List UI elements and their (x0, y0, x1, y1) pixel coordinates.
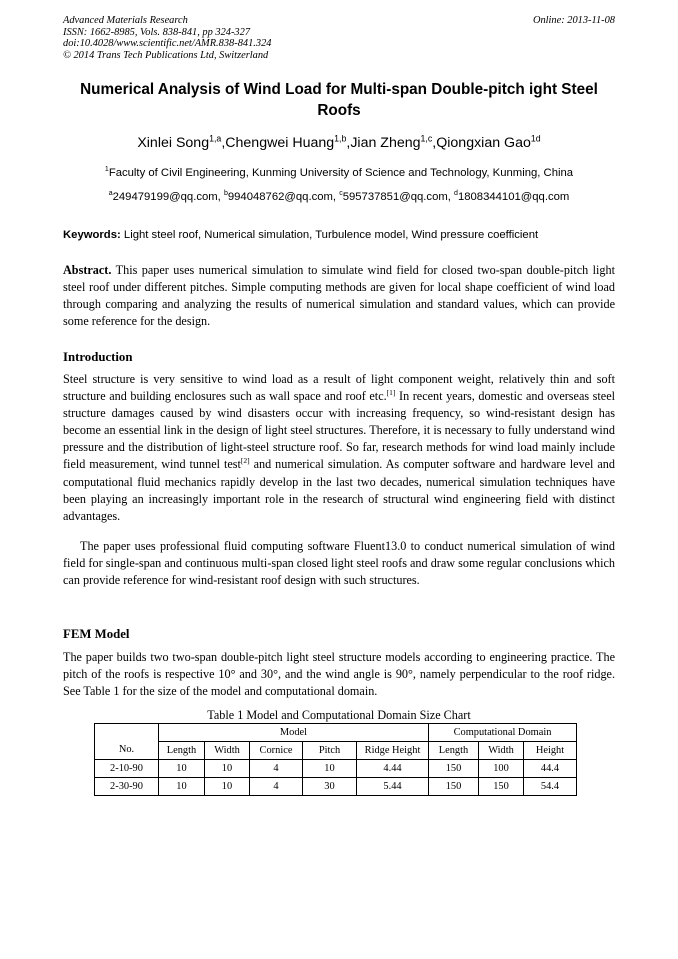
table-row (95, 760, 577, 778)
table-group-header-domain: Computational Domain (429, 724, 577, 742)
table-cell: 150 (479, 778, 524, 796)
author-affil-mark: 1,a (209, 133, 222, 144)
intro-text: In recent years, domestic and overseas steel structure damages caused by wind disasters occur with increasing frequency, so wind-resistant design has become an essential link in the design of light steel structures. Therefore, it is necessary to fully understand wind pressure and the distribution of light-steel structure roof. So far, research methods for wind load mainly include field measurement, wind tunnel test (63, 389, 615, 472)
table-cell: 5.44 (357, 778, 429, 796)
section-heading-introduction: Introduction (63, 350, 133, 364)
table-row (95, 778, 577, 796)
copyright-line: © 2014 Trans Tech Publications Ltd, Switzerland (63, 49, 269, 61)
author-name: Jian Zheng (350, 135, 421, 151)
table-col-header: Width (205, 742, 250, 760)
intro-text: and numerical simulation. As computer software and hardware level and computational fluid mechanics rapidly develop in the last two decades, numerical simulation techniques have been playing an increasingly important role in the research of structural wind engineering field with distinct advantages. (63, 457, 615, 523)
journal-name: Advanced Materials Research (63, 15, 188, 26)
email-address: 595737851@qq.com (342, 191, 448, 203)
email-address: 1808344101@qq.com (457, 191, 570, 203)
table-cell: 4 (250, 760, 303, 778)
table-cell: 4 (250, 778, 303, 796)
abstract-text: This paper uses numerical simulation to simulate wind field for closed two-span double-pitch light steel roof under different pitches. Simple computing methods are given for local shape coefficient of wind load through comparing and analyzing the results of numerical simulation and standard values, which can provide some reference for the design. (63, 263, 616, 329)
author-name: Qiongxian Gao (436, 135, 531, 151)
table-col-header: No. (95, 742, 159, 760)
email-address: 249479199@qq.com (112, 191, 218, 203)
table-cell: 10 (205, 760, 250, 778)
affiliation-mark: 1 (104, 166, 109, 174)
keywords-label: Keywords: (63, 229, 121, 241)
table-col-header: Cornice (250, 742, 303, 760)
table-cell: 4.44 (357, 760, 429, 778)
table-group-header-row (95, 724, 577, 742)
table-col-header: Length (159, 742, 205, 760)
intro-text: Steel structure is very sensitive to wind load as a result of light component weight, relatively thin and soft structure and building enclosures such as wall space and roof etc. (63, 372, 615, 404)
abstract-label: Abstract. (63, 263, 112, 277)
table-cell: 54.4 (524, 778, 577, 796)
author-name: Chengwei Huang (225, 135, 335, 151)
citation-ref: [1] (386, 388, 396, 398)
table-cell: 10 (159, 760, 205, 778)
table-cell: 150 (429, 760, 479, 778)
email-list: $^a$249479199@qq.com, $^b$994048762@qq.com, $^c$595737851@qq.com, $^d$1808344101@qq.com (108, 190, 570, 203)
table-cell: 30 (303, 778, 357, 796)
table-cell: 10 (303, 760, 357, 778)
table-col-header: Ridge Height (357, 742, 429, 760)
table-col-header: Length (429, 742, 479, 760)
table-corner-cell (95, 724, 159, 742)
doi-line: doi:10.4028/www.scientific.net/AMR.838-841.324 (63, 38, 272, 49)
table-cell: 2-10-90 (95, 760, 159, 778)
section-heading-fem-model: FEM Model (63, 627, 130, 641)
fem-paragraph: The paper builds two two-span double-pitch light steel structure models according to engineering practice. The pitch of the roofs is respective 10° and 30°, and the wind angle is 90°, namely perpendicular to the roof ridge. See Table 1 for the size of the model and computational domain. (63, 650, 615, 699)
paper-title: Numerical Analysis of Wind Load for Multi-span Double-pitch ight Steel Roofs (80, 81, 598, 119)
model-size-table (94, 723, 577, 796)
abstract (63, 262, 615, 330)
journal-header (63, 15, 615, 61)
author-affil-mark: 1,b (334, 133, 347, 144)
email-address: 994048762@qq.com (227, 191, 333, 203)
table-cell: 100 (479, 760, 524, 778)
table-group-header-model: Model (159, 724, 429, 742)
table-cell: 44.4 (524, 760, 577, 778)
table-column-header-row (95, 742, 577, 760)
table-caption: Table 1 Model and Computational Domain Size Chart (207, 708, 471, 722)
table-col-header: Width (479, 742, 524, 760)
author-list: Xinlei Song$^{1,a}$,Chengwei Huang$^{1,b}$,Jian Zheng$^{1,c}$,Qiongxian Gao$^{1d}$ (137, 133, 541, 151)
email-mark: a (108, 190, 113, 198)
affiliation (63, 165, 615, 181)
author-name: Xinlei Song (137, 135, 210, 151)
introduction-paragraph-2: The paper uses professional fluid computing software Fluent13.0 to conduct numerical simulation of wind field for single-span and continuous multi-span closed light steel roofs and draw some regular conclusions which can provide reference for wind-resistant roof design with such structures. (63, 539, 615, 588)
email-mark: d (454, 190, 458, 198)
email-mark: b (223, 190, 228, 198)
keywords (63, 228, 615, 243)
author-affil-mark: 1,c (420, 133, 433, 144)
keywords-text: Light steel roof, Numerical simulation, Turbulence model, Wind pressure coefficient (123, 229, 539, 241)
email-mark: c (339, 190, 343, 198)
introduction-paragraph-1 (63, 371, 615, 525)
table-cell: 10 (205, 778, 250, 796)
issn-line: ISSN: 1662-8985, Vols. 838-841, pp 324-327 (63, 26, 251, 38)
table-cell: 10 (159, 778, 205, 796)
online-date: Online: 2013-11-08 (532, 15, 615, 26)
table-cell: 150 (429, 778, 479, 796)
table-col-header: Pitch (303, 742, 357, 760)
affiliation-text: Faculty of Civil Engineering, Kunming University of Science and Technology, Kunming, China (108, 167, 574, 179)
table-col-header: Height (524, 742, 577, 760)
author-affil-mark: 1d (530, 133, 541, 144)
table-cell: 2-30-90 (95, 778, 159, 796)
citation-ref: [2] (240, 456, 250, 466)
